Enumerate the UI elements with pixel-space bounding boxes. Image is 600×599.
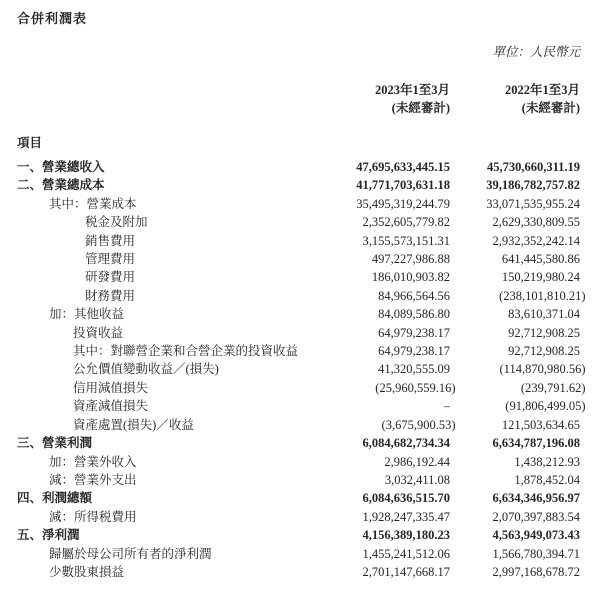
row-value-2022: (239,791.62) — [520, 380, 586, 395]
row-label: 營業總成本 — [42, 178, 105, 193]
row-label-cell — [17, 324, 310, 342]
table-row — [17, 176, 580, 194]
row-label: 減：營業外支出 — [49, 472, 137, 487]
row-label-cell — [17, 563, 310, 581]
row-value-2022: 92,712,908.25 — [508, 344, 580, 359]
column-headers — [17, 81, 580, 117]
row-value-2022: (238,101,810.21) — [499, 288, 586, 303]
row-label-cell — [17, 176, 310, 194]
row-value-2023: 1,928,247,335.47 — [362, 509, 450, 524]
row-label: 管理費用 — [85, 252, 136, 267]
row-value-2023: 84,966,564.56 — [378, 288, 450, 303]
row-value-2022: 2,629,330,809.55 — [492, 215, 580, 230]
statement-rows — [17, 158, 586, 581]
row-value-2022: (114,870,980.56) — [499, 362, 586, 377]
row-label-cell — [17, 342, 310, 360]
row-label-cell — [17, 453, 310, 471]
row-label: 税金及附加 — [85, 215, 148, 230]
row-value-2023: 2,701,147,668.17 — [362, 564, 450, 579]
table-row — [17, 453, 580, 471]
row-label: 淨利潤 — [42, 528, 80, 543]
row-label-cell — [17, 268, 310, 286]
row-value-2023: 64,979,238.17 — [378, 325, 450, 340]
row-value-2022: 45,730,660,311.19 — [486, 160, 580, 174]
row-label: 利潤總額 — [42, 491, 93, 506]
row-section-number: 二、 — [17, 178, 43, 193]
row-value-2022: 6,634,787,196.08 — [492, 436, 580, 451]
table-row — [17, 268, 580, 286]
row-value-2023: 2,352,605,779.82 — [362, 215, 450, 230]
row-label: 資產處置(損失)／收益 — [73, 417, 194, 432]
row-label-cell — [17, 416, 310, 434]
row-value-2022: 2,070,397,883.54 — [492, 509, 580, 524]
table-row — [17, 416, 580, 434]
row-label-cell — [17, 397, 310, 415]
currency-unit-note: 單位：人民幣元 — [492, 45, 580, 59]
column-note-2023: (未經審計) — [391, 101, 450, 115]
row-value-2022: 121,503,634.65 — [501, 417, 580, 432]
row-value-2022: 2,932,352,242.14 — [492, 233, 580, 248]
row-section-number: 三、 — [17, 436, 43, 451]
row-value-2023: 64,979,238.17 — [378, 344, 450, 359]
row-label-cell — [17, 434, 310, 452]
row-label-cell — [17, 158, 310, 176]
row-value-2022: 33,071,535,955.24 — [486, 196, 580, 211]
row-label: 信用減值損失 — [73, 380, 149, 395]
row-label: 其中：營業成本 — [49, 196, 137, 211]
table-row — [17, 342, 580, 360]
row-value-2023: 84,089,586.80 — [378, 307, 450, 322]
page-title: 合併利潤表 — [17, 11, 88, 26]
column-header-spacer — [17, 81, 310, 117]
row-label: 加：其他收益 — [49, 307, 125, 322]
row-label: 加：營業外收入 — [49, 454, 137, 469]
column-note-2022: (未經審計) — [521, 101, 580, 115]
row-value-2023: 41,771,703,631.18 — [356, 178, 450, 193]
row-label: 資產減值損失 — [73, 399, 149, 414]
row-label: 其中：對聯營企業和合營企業的投資收益 — [73, 344, 299, 359]
table-row — [17, 545, 580, 563]
row-label-cell — [17, 213, 310, 231]
row-label: 營業利潤 — [42, 436, 93, 451]
row-value-2023: 6,084,682,734.34 — [362, 436, 450, 451]
row-value-2023: 1,455,241,512.06 — [362, 546, 450, 561]
column-period-2023: 2023年1至3月 — [374, 83, 450, 97]
table-row — [17, 305, 580, 323]
row-value-2022: (91,806,499.05) — [505, 399, 586, 414]
row-label-cell — [17, 526, 310, 544]
row-value-2023: 41,320,555.09 — [378, 362, 450, 377]
row-section-number: 一、 — [17, 160, 43, 174]
table-row — [17, 287, 586, 305]
row-value-2023: 3,032,411.08 — [384, 472, 450, 487]
table-row — [17, 379, 586, 397]
row-label-cell — [17, 195, 310, 213]
row-value-2022: 92,712,908.25 — [508, 325, 580, 340]
row-label-cell — [17, 471, 310, 489]
row-value-2022: 83,610,371.04 — [508, 307, 580, 322]
row-value-2022: 641,445,580.86 — [501, 252, 580, 267]
row-value-2022: 1,878,452.04 — [514, 472, 580, 487]
row-value-2022: 4,563,949,073.43 — [492, 528, 580, 543]
row-label: 研發費用 — [85, 270, 136, 285]
row-label-cell — [17, 379, 310, 397]
row-value-2023: (25,960,559.16) — [375, 380, 456, 395]
row-value-2023: 4,156,389,180.23 — [362, 528, 450, 543]
table-row — [17, 158, 580, 176]
row-value-2022: 6,634,346,956.97 — [492, 491, 580, 506]
table-row — [17, 526, 580, 544]
table-row — [17, 397, 586, 415]
table-row — [17, 434, 580, 452]
row-section-number: 四、 — [17, 491, 43, 506]
row-value-2023: 6,084,636,515.70 — [362, 491, 450, 506]
column-header-2023 — [310, 81, 450, 117]
table-row — [17, 232, 580, 250]
row-label-cell — [17, 305, 310, 323]
row-value-2022: 39,186,782,757.82 — [486, 178, 580, 193]
row-value-2022: 2,997,168,678.72 — [492, 564, 580, 579]
table-row — [17, 213, 580, 231]
table-row — [17, 324, 580, 342]
row-label-cell — [17, 508, 310, 526]
row-label: 歸屬於母公司所有者的淨利潤 — [49, 546, 212, 561]
column-period-2022: 2022年1至3月 — [504, 83, 580, 97]
row-value-2023: 3,155,573,151.31 — [362, 233, 450, 248]
row-value-2023: 2,986,192.44 — [384, 454, 450, 469]
row-value-2022: 1,566,780,394.71 — [492, 546, 580, 561]
row-label-cell — [17, 360, 310, 378]
row-label: 公允價值變動收益／(損失) — [73, 362, 219, 377]
row-label: 營業總收入 — [42, 160, 105, 174]
table-row — [17, 250, 580, 268]
table-row — [17, 360, 586, 378]
row-section-number: 五、 — [17, 528, 43, 543]
row-label: 財務費用 — [85, 288, 136, 303]
row-label: 少數股東損益 — [49, 564, 125, 579]
table-row — [17, 489, 580, 507]
row-value-2022: 150,219,980.24 — [501, 270, 580, 285]
row-label: 減：所得税費用 — [49, 509, 137, 524]
row-label-cell — [17, 250, 310, 268]
row-label-cell — [17, 545, 310, 563]
row-value-2022: 1,438,212.93 — [514, 454, 580, 469]
column-header-2022 — [450, 81, 580, 117]
row-label: 投資收益 — [73, 325, 124, 340]
table-row — [17, 563, 580, 581]
row-label-cell — [17, 489, 310, 507]
table-row — [17, 508, 580, 526]
row-value-2023: 186,010,903.82 — [371, 270, 450, 285]
row-value-2023: 47,695,633,445.15 — [356, 160, 450, 174]
row-value-2023: 497,227,986.88 — [371, 252, 450, 267]
table-row — [17, 471, 580, 489]
row-value-2023: – — [443, 399, 450, 414]
row-value-2023: (3,675,900.53) — [381, 417, 456, 432]
row-label: 銷售費用 — [85, 233, 136, 248]
row-label-cell — [17, 287, 310, 305]
row-value-2023: 35,495,319,244.79 — [356, 196, 450, 211]
row-label-cell — [17, 232, 310, 250]
table-row — [17, 195, 580, 213]
items-column-header: 項目 — [17, 136, 43, 150]
